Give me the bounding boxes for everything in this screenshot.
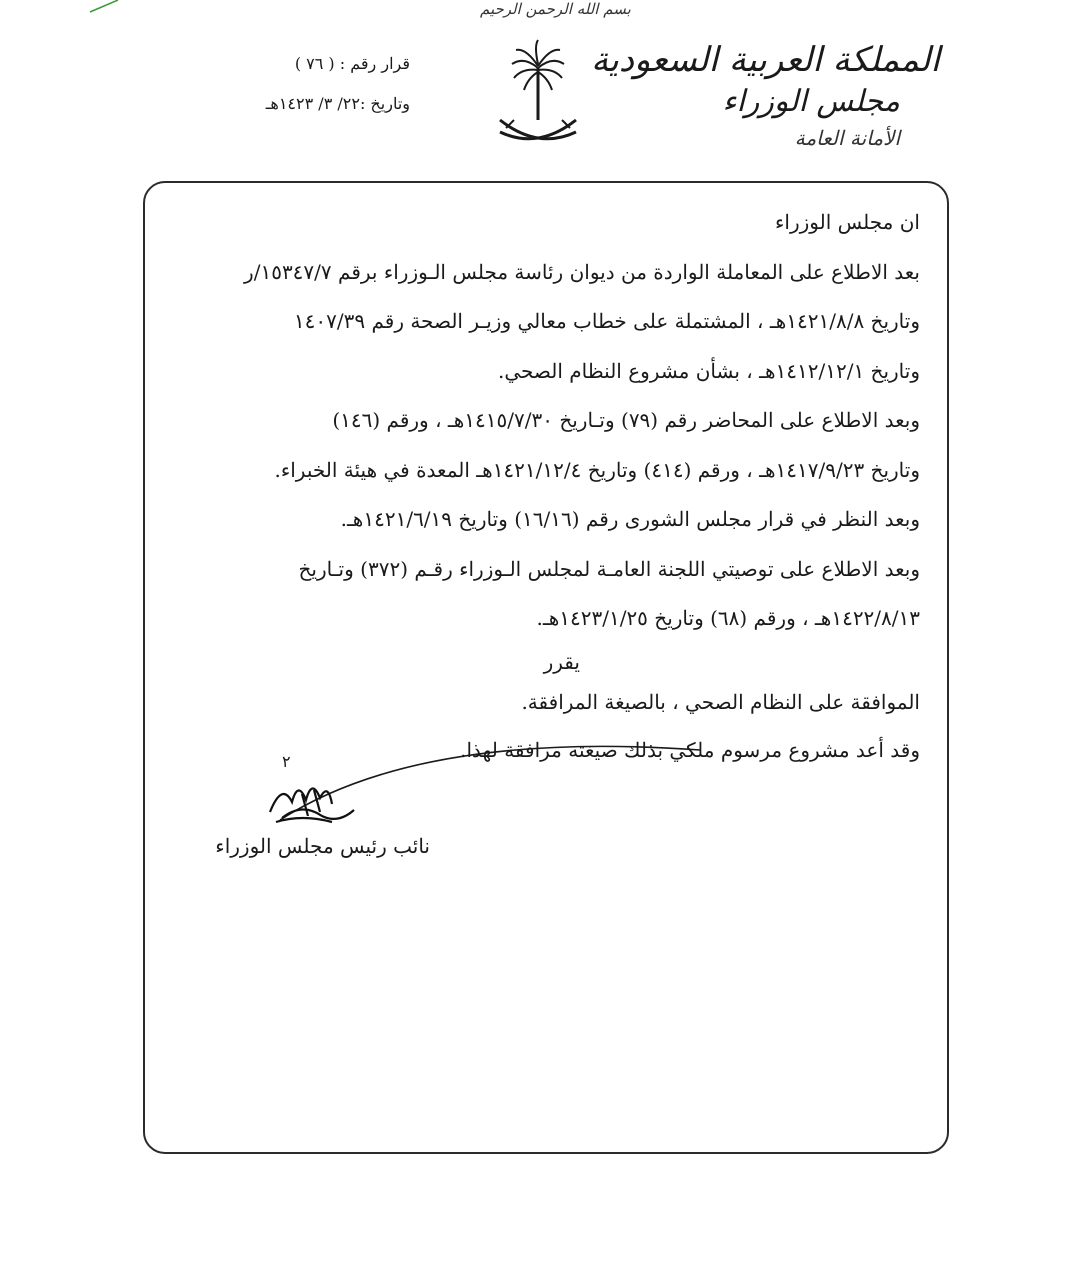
basmala: بسم الله الرحمن الرحيم — [480, 0, 631, 18]
decision-info — [180, 44, 410, 124]
decree-note: وقد أعد مشروع مرسوم ملكي بذلك صيغته مرافقة لهذا. — [460, 738, 920, 762]
council-name: مجلس الوزراء — [722, 84, 900, 119]
signer-title: نائب رئيس مجلس الوزراء — [215, 834, 430, 858]
body-line: وبعد الاطلاع على توصيتي اللجنة العامـة لمجلس الـوزراء رقـم (٣٧٢) وتـاريخ — [298, 556, 920, 581]
decision-number: قرار رقم : ( ٧٦ ) — [294, 54, 410, 73]
kingdom-name: المملكة العربية السعودية — [591, 40, 940, 80]
body-line-opening: ان مجلس الوزراء — [775, 210, 920, 234]
decides-heading: يقرر — [543, 650, 580, 674]
handwritten-signature — [262, 772, 372, 832]
decision-body — [178, 198, 920, 644]
body-line: بعد الاطلاع على المعاملة الواردة من ديوان رئاسة مجلس الـوزراء برقم ١٥٣٤٧/٧/ر — [244, 259, 920, 284]
corner-mark — [88, 0, 128, 14]
secretariat-name: الأمانة العامة — [794, 126, 900, 150]
body-line: وبعد الاطلاع على المحاضر رقم (٧٩) وتـاريخ ١٤١٥/٧/٣٠هـ ، ورقم (١٤٦) — [332, 408, 920, 432]
letterhead — [591, 38, 940, 154]
saudi-emblem-icon — [488, 38, 588, 158]
body-line: وتاريخ ١٤٢١/٨/٨هـ ، المشتملة على خطاب معالي وزيـر الصحة رقم ١٤٠٧/٣٩ — [293, 309, 920, 333]
body-line: ١٤٢٢/٨/١٣هـ ، ورقم (٦٨) وتاريخ ١٤٢٣/١/٢٥هـ. — [536, 606, 920, 630]
body-line: وبعد النظر في قرار مجلس الشورى رقم (١٦/١٦) وتاريخ ١٤٢١/٦/١٩هـ. — [340, 507, 920, 531]
page-marker: ٢ — [282, 752, 291, 771]
decision-date: وتاريخ :٢٢/ ٣/ ١٤٢٣هـ — [265, 94, 410, 113]
approval-line: الموافقة على النظام الصحي ، بالصيغة المرافقة. — [521, 690, 920, 714]
body-line: وتاريخ ١٤١٢/١٢/١هـ ، بشأن مشروع النظام الصحي. — [497, 358, 920, 383]
body-line: وتاريخ ١٤١٧/٩/٢٣هـ ، ورقم (٤١٤) وتاريخ ١٤٢١/١٢/٤هـ المعدة في هيئة الخبراء. — [274, 457, 920, 482]
